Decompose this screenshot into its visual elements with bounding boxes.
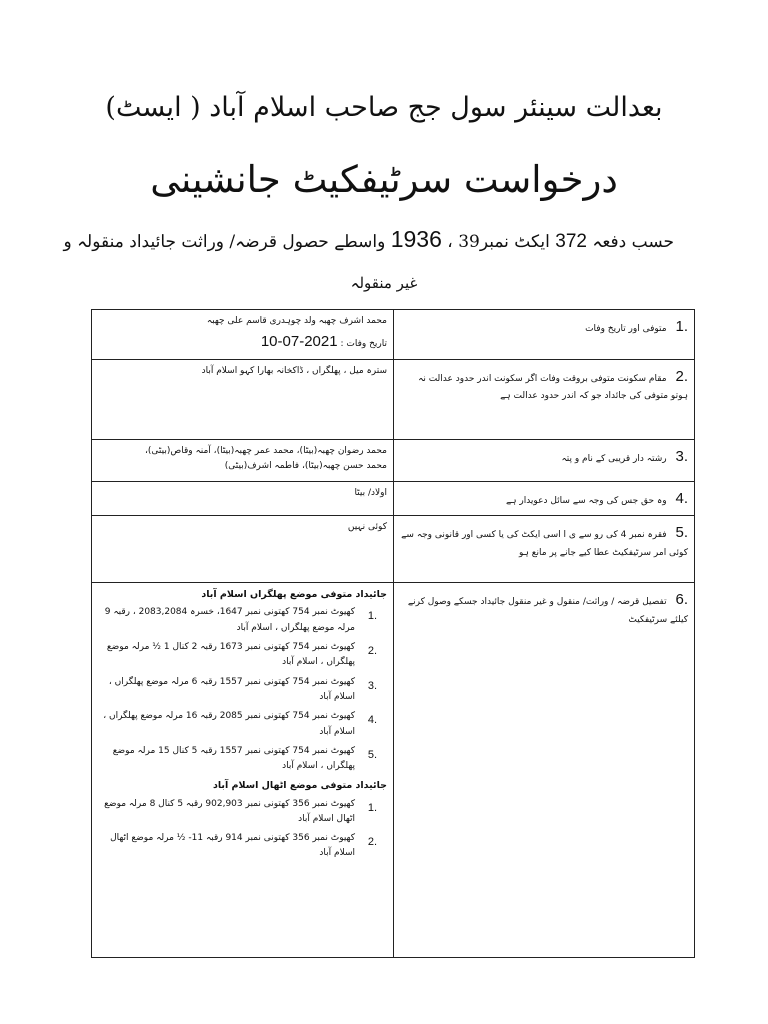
document-title: درخواست سرٹیفکیٹ جانشینی xyxy=(150,158,618,201)
subtitle-line2: غیر منقولہ xyxy=(350,274,418,292)
item-number: .2 xyxy=(367,645,377,658)
question-cell xyxy=(394,439,695,481)
court-heading: بعدالت سینئر سول جج صاحب اسلام آباد ( ایسٹ) xyxy=(105,92,663,123)
list-item xyxy=(98,709,387,740)
question-text: متوفی اور تاریخ وفات xyxy=(585,324,667,334)
deceased-name: محمد اشرف چھبہ ولد چوہدری قاسم علی چھبہ xyxy=(206,316,387,326)
row-number: .2 xyxy=(675,367,688,385)
subtitle-part-b: ایکٹ نمبر39 ، xyxy=(447,232,550,252)
list-item xyxy=(98,744,387,775)
impediment-answer: کوئی نہیں xyxy=(347,522,387,533)
residence-address: سترہ میل ، پھلگراں ، ڈاکخانہ بھارا کہو اسلام آباد xyxy=(201,365,387,376)
answer-cell xyxy=(92,359,394,439)
answer-cell xyxy=(92,481,394,516)
table-row xyxy=(92,310,695,360)
question-text: تفصیل قرضہ / وراثت/ منقول و غیر منقول جائیداد جسکے وصول کرنے کیلئے سرٹیفکیٹ xyxy=(407,597,688,625)
question-text: فقرہ نمبر 4 کی رو سے ی ا اسی ایکٹ کی یا کسی اور قانونی وجہ سے کوئی امر سرٹیفکیٹ عطا کیے جانے پر مانع ہو xyxy=(401,530,688,558)
subtitle-section-number: 372 xyxy=(555,231,587,252)
list-item xyxy=(98,640,387,671)
question-text: مقام سکونت متوفی بروقت وفات اگر سکونت اندر حدود عدالت نہ ہوتو متوفی کی جائداد جو کہ اندر حدود عدالت ہے xyxy=(418,373,688,402)
row-number: .3 xyxy=(675,447,688,465)
property-section-heading: جائیداد متوفی موضع پھلگراں اسلام آباد xyxy=(201,589,387,601)
row-number: .5 xyxy=(675,524,688,542)
row-number: .4 xyxy=(675,489,688,507)
subtitle-part-a: حسب دفعہ xyxy=(592,232,674,252)
item-number: .1 xyxy=(367,610,377,623)
item-number: .3 xyxy=(367,679,377,692)
death-date-value: 2021-07-10 xyxy=(260,333,338,351)
table-row xyxy=(92,359,695,439)
heirs-line1: محمد رضوان چھبہ(بیٹا)، محمد عمر چھبہ(بیٹا)، آمنہ وقاص(بیٹی)، xyxy=(145,445,387,456)
question-cell xyxy=(394,583,695,958)
answer-cell xyxy=(92,310,394,360)
death-date-label: تاریخ وفات : xyxy=(340,339,387,350)
table-row xyxy=(92,516,695,583)
item-text: کھیوٹ نمبر 356 کھتونی نمبر 914 رقبہ 11- ½ مرلہ موضع اٹھال اسلام آباد xyxy=(110,833,355,859)
claim-basis: اولاد/ بیٹا xyxy=(354,487,387,498)
question-cell xyxy=(394,359,695,439)
row-number: .1 xyxy=(675,318,688,335)
table-row xyxy=(92,583,695,958)
heirs-line2: محمد حسن چھبہ(بیٹا)، فاطمہ اشرف(بیٹی) xyxy=(224,461,387,472)
subtitle-part-c: واسطے حصول قرضہ/ وراثت جائیداد منقولہ و xyxy=(63,232,386,252)
question-text: رشتہ دار قریبی کے نام و پتہ xyxy=(561,453,667,464)
row-number: .6 xyxy=(675,591,688,609)
subtitle-line1 xyxy=(63,226,674,253)
item-text: کھیوٹ نمبر 754 کھتونی نمبر 1673 رقبہ 2 کنال 1 ½ مرلہ موضع پھلگراں ، اسلام آباد xyxy=(106,642,355,668)
question-cell xyxy=(394,516,695,583)
item-text: کھیوٹ نمبر 356 کھتونی نمبر 902,903 رقبہ 5 کنال 8 مرلہ موضع اٹھال اسلام آباد xyxy=(104,798,355,824)
answer-cell xyxy=(92,583,394,958)
question-text: وہ حق جس کی وجہ سے سائل دعویدار ہے xyxy=(505,495,667,506)
property-section-heading: جائیداد متوفی موضع اٹھال اسلام آباد xyxy=(212,780,387,792)
list-item xyxy=(98,675,387,706)
item-number: .1 xyxy=(367,801,377,814)
list-item xyxy=(98,605,387,636)
answer-cell xyxy=(92,439,394,481)
table-row xyxy=(92,481,695,516)
subtitle-act-year: 1936 xyxy=(390,226,442,252)
item-number: .4 xyxy=(367,714,377,727)
death-date-line xyxy=(98,329,387,355)
item-text: کھیوٹ نمبر 754 کھتونی نمبر 2085 رقبہ 16 مرلہ موضع پھلگراں ، اسلام آباد xyxy=(103,711,355,737)
item-number: .5 xyxy=(367,748,377,761)
answer-cell xyxy=(92,516,394,583)
item-text: کھیوٹ نمبر 754 کھتونی نمبر 1647، خسرہ 2083,2084 ، رقبہ 9 مرلہ موضع پھلگراں ، اسلام آباد xyxy=(104,607,355,633)
item-text: کھیوٹ نمبر 754 کھتونی نمبر 1557 رقبہ 6 مرلہ موضع پھلگراں ، اسلام آباد xyxy=(108,676,355,702)
item-number: .2 xyxy=(367,836,377,849)
question-cell xyxy=(394,481,695,516)
question-cell xyxy=(394,310,695,360)
table-row xyxy=(92,439,695,481)
list-item xyxy=(98,797,387,828)
item-text: کھیوٹ نمبر 754 کھتونی نمبر 1557 رقبہ 5 کنال 15 مرلہ موضع پھلگراں ، اسلام آباد xyxy=(112,745,355,772)
application-table xyxy=(91,309,695,958)
list-item xyxy=(98,831,387,862)
